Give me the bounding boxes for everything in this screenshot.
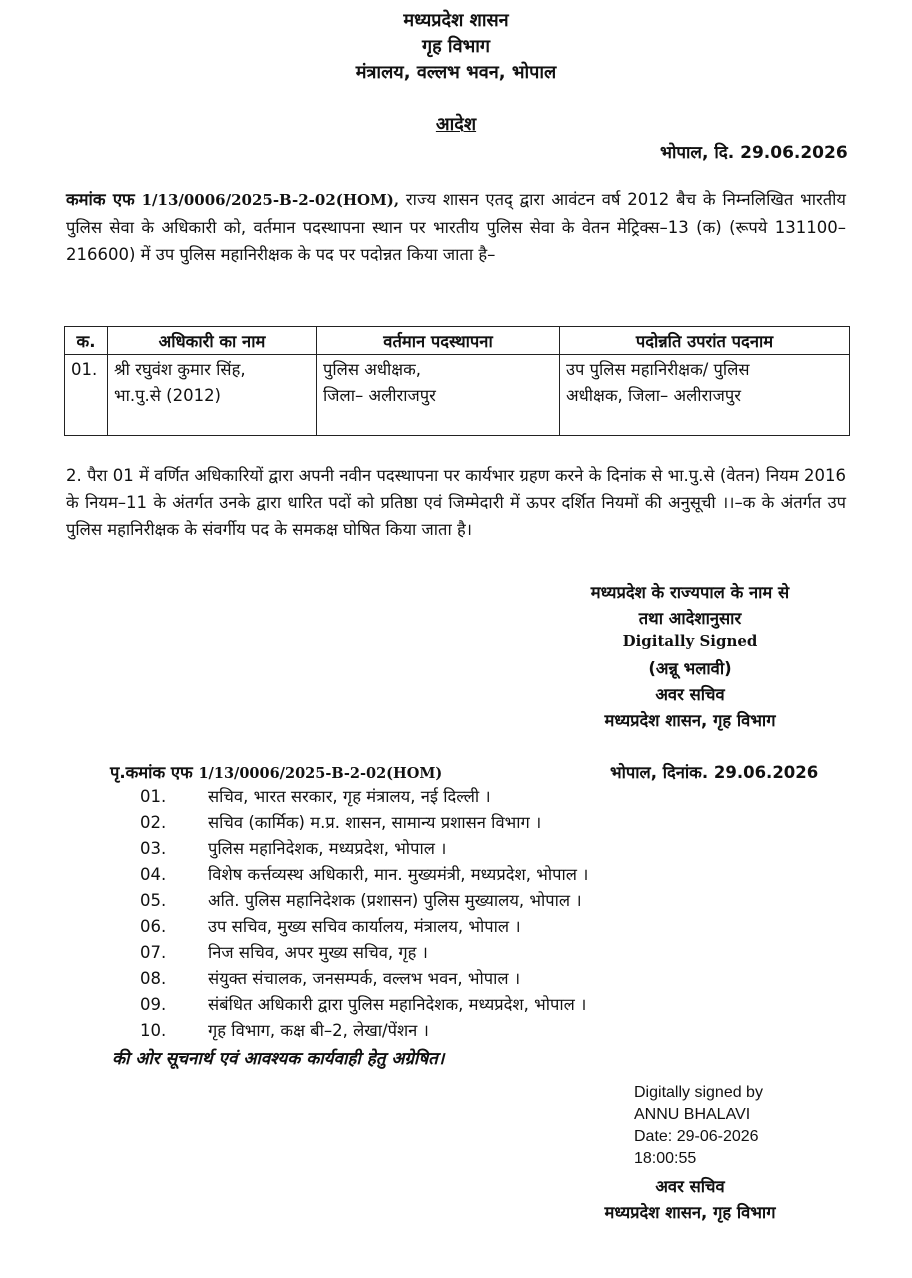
sig1-department: मध्यप्रदेश शासन, गृह विभाग: [604, 711, 776, 730]
table-row: [65, 355, 850, 436]
dept-sub: गृह विभाग: [421, 36, 491, 57]
paragraph-1-text: राज्य शासन एतद् द्वारा आवंटन वर्ष 2012 बैच के निम्नलिखित भारतीय पुलिस सेवा के अधिकारी को, वर्तमान पदस्थापना स्थान पर भारतीय पुलिस सेवा के वेतन मेट्रिक्स–13 (क) (रूपये 131100–216600) में उप पुलिस महानिरीक्षक के पद पर पदोन्नत किया जाता है–: [66, 190, 847, 264]
digital-sig-line2: ANNU BHALAVI: [634, 1106, 751, 1123]
ref-label: कमांक एफ: [66, 190, 135, 209]
sig1-line1: मध्यप्रदेश के राज्यपाल के नाम से: [590, 583, 790, 602]
copy-footer: की ओर सूचनार्थ एवं आवश्यक कार्यवाही हेतु अग्रेषित।: [112, 1049, 445, 1069]
sig2-designation: अवर सचिव: [655, 1177, 725, 1196]
promoted-line-2: अधीक्षक, जिला– अलीराजपुर: [566, 386, 741, 405]
sig1-designation: अवर सचिव: [655, 685, 725, 704]
sig2-department: मध्यप्रदेश शासन, गृह विभाग: [604, 1203, 776, 1222]
cell-promoted: [560, 355, 850, 436]
name-line-2: भा.पु.से (2012): [114, 386, 221, 405]
current-line-1: पुलिस अधीक्षक,: [323, 360, 422, 379]
order-paragraph-2: 2. पैरा 01 में वर्णित अधिकारियों द्वारा अपनी नवीन पदस्थापना पर कार्यभार ग्रहण करने के दिनांक से भा.पु.से (वेतन) नियम 2016 के नियम–11 के अंतर्गत उनके द्वारा धारित पदों को प्रतिष्ठा एवं जिम्मेदारी में ऊपर दर्शित नियमों की अनुसूची ।।–क के अंतर्गत उप पुलिस महानिरीक्षक के संवर्गीय पद के समकक्ष घोषित किया जाता है।: [66, 466, 846, 539]
cell-name: [108, 355, 317, 436]
digital-sig-line3: Date: 29-06-2026: [634, 1128, 759, 1145]
copy-ref-number: 1/13/0006/2025-B-2-02(HOM): [198, 765, 443, 782]
table-header-row: [65, 327, 850, 355]
copy-place-date: भोपाल, दिनांक. 29.06.2026: [610, 763, 819, 782]
sig1-name: (अन्नू भलावी): [648, 659, 732, 678]
list-item: 01. सचिव, भारत सरकार, गृह मंत्रालय, नई दिल्ली ।: [140, 787, 491, 806]
digital-sig-line1: Digitally signed by: [634, 1084, 763, 1101]
col-sno: क.: [65, 327, 108, 355]
list-item: 08. संयुक्त संचालक, जनसम्पर्क, वल्लभ भवन, भोपाल ।: [140, 969, 521, 988]
promoted-line-1: उप पुलिस महानिरीक्षक/ पुलिस: [566, 360, 750, 379]
col-current: वर्तमान पदस्थापना: [317, 327, 560, 355]
col-name: अधिकारी का नाम: [108, 327, 317, 355]
current-line-2: जिला– अलीराजपुर: [323, 386, 436, 405]
list-item: 05. अति. पुलिस महानिदेशक (प्रशासन) पुलिस मुख्यालय, भोपाल ।: [140, 891, 582, 910]
list-item: 04. विशेष कर्त्तव्यस्थ अधिकारी, मान. मुख्यमंत्री, मध्यप्रदेश, भोपाल ।: [140, 865, 589, 884]
copy-ref-label: पृ.कमांक एफ: [110, 763, 193, 782]
copy-ref: [110, 760, 442, 783]
sig1-digitally-signed: Digitally Signed: [622, 632, 758, 650]
list-item: 02. सचिव (कार्मिक) म.प्र. शासन, सामान्य प्रशासन विभाग ।: [140, 813, 542, 832]
list-item: 09. संबंधित अधिकारी द्वारा पुलिस महानिदेशक, मध्यप्रदेश, भोपाल ।: [140, 995, 587, 1014]
ref-number: 1/13/0006/2025-B-2-02(HOM),: [141, 191, 400, 209]
list-item: 10. गृह विभाग, कक्ष बी–2, लेखा/पेंशन ।: [140, 1021, 429, 1040]
dept-name: मध्यप्रदेश शासन: [403, 10, 509, 31]
list-item: 07. निज सचिव, अपर मुख्य सचिव, गृह ।: [140, 943, 428, 962]
officer-table: [64, 326, 850, 436]
col-promoted: पदोन्नति उपरांत पदनाम: [560, 327, 850, 355]
cell-current: [317, 355, 560, 436]
dept-address: मंत्रालय, वल्लभ भवन, भोपाल: [355, 62, 557, 83]
list-item: 03. पुलिस महानिदेशक, मध्यप्रदेश, भोपाल ।: [140, 839, 447, 858]
name-line-1: श्री रघुवंश कुमार सिंह,: [114, 360, 246, 379]
digital-signature-block: [634, 1082, 763, 1170]
copy-list: [140, 784, 760, 1044]
list-item: 06. उप सचिव, मुख्य सचिव कार्यालय, मंत्रालय, भोपाल ।: [140, 917, 521, 936]
order-title: आदेश: [435, 114, 477, 135]
order-place-date: भोपाल, दि. 29.06.2026: [660, 143, 848, 163]
sig1-line2: तथा आदेशानुसार: [638, 609, 742, 628]
cell-sno: 01.: [65, 355, 108, 436]
digital-sig-line4: 18:00:55: [634, 1150, 697, 1167]
order-paragraph-1: [66, 186, 846, 268]
